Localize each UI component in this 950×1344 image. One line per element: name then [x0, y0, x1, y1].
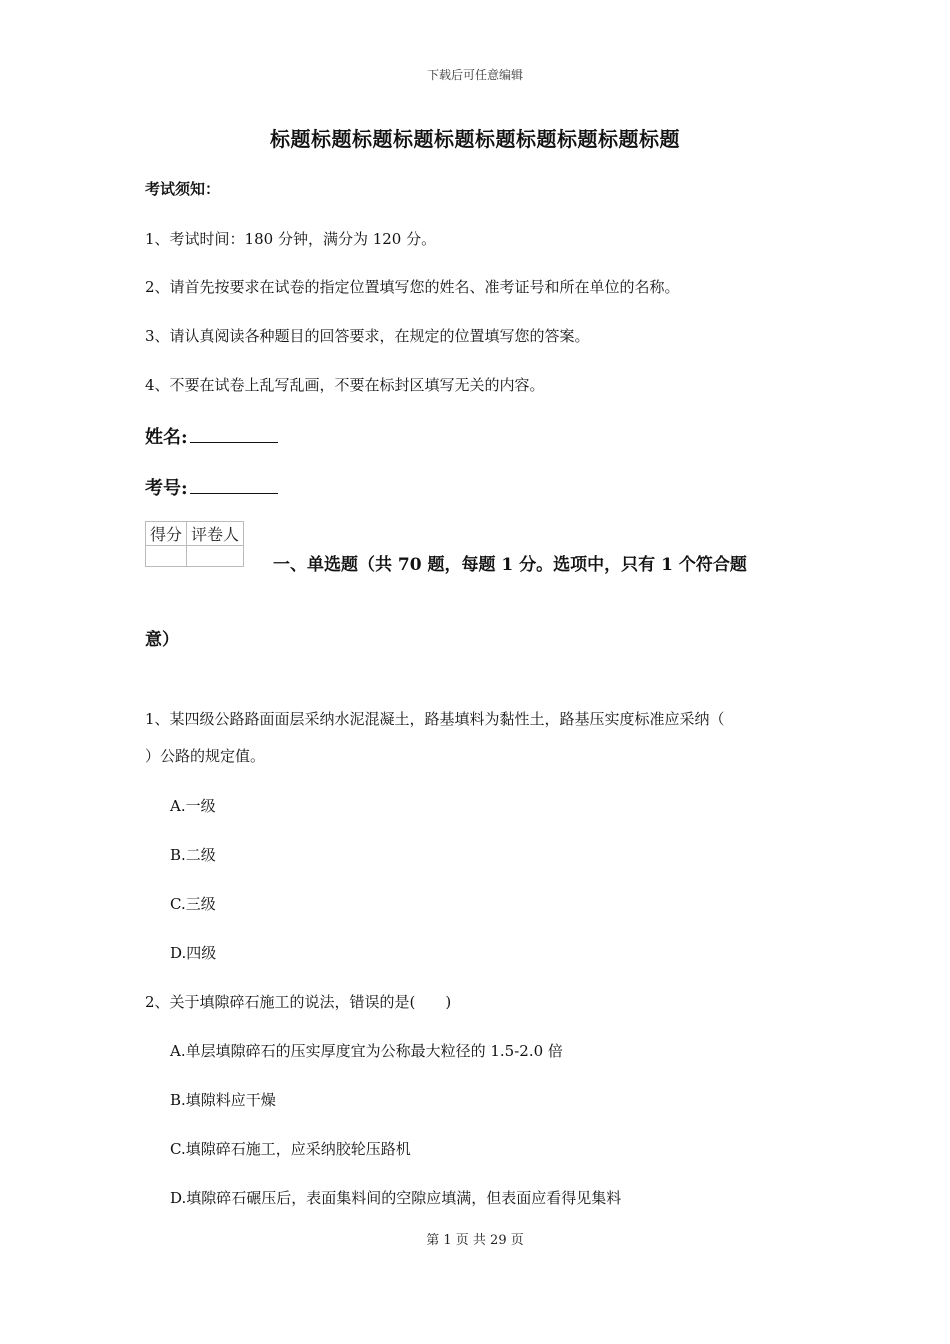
exam-id-label: 考号:: [145, 478, 188, 499]
question-2-option-d: D.填隙碎石碾压后，表面集料间的空隙应填满，但表面应看得见集料: [170, 1189, 622, 1207]
question-1-stem: 1、某四级公路路面面层采纳水泥混凝土，路基填料为黏性土，路基压实度标准应采纳（: [145, 710, 725, 728]
question-2-option-a: A.单层填隙碎石的压实厚度宜为公称最大粒径的 1.5-2.0 倍: [170, 1042, 563, 1060]
name-label: 姓名:: [145, 427, 188, 448]
question-1-option-d: D.四级: [170, 944, 217, 962]
question-2-option-b: B.填隙料应干燥: [170, 1091, 276, 1109]
question-1-option-c: C.三级: [170, 895, 216, 913]
score-cell[interactable]: [146, 546, 187, 567]
section-title: 一、单选题（共 70 题，每题 1 分。选项中，只有 1 个符合题: [273, 555, 747, 575]
grader-cell[interactable]: [187, 546, 244, 567]
name-underline[interactable]: [190, 428, 278, 443]
grader-header: 评卷人: [187, 522, 244, 546]
page-title: 标题标题标题标题标题标题标题标题标题标题: [270, 127, 680, 151]
question-1-option-a: A.一级: [170, 797, 216, 815]
notice-rule-3: 3、请认真阅读各种题目的回答要求，在规定的位置填写您的答案。: [145, 327, 590, 345]
notice-rule-1: 1、考试时间：180 分钟，满分为 120 分。: [145, 230, 437, 248]
score-table: [145, 521, 244, 567]
page-footer: 第 1 页 共 29 页: [426, 1233, 524, 1248]
header-note: 下载后可任意编辑: [426, 68, 523, 82]
notice-rule-4: 4、不要在试卷上乱写乱画，不要在标封区填写无关的内容。: [145, 376, 545, 394]
score-header: 得分: [146, 522, 187, 546]
question-2-stem: 2、关于填隙碎石施工的说法，错误的是( ): [145, 993, 452, 1011]
name-field[interactable]: [145, 423, 278, 449]
question-2-option-c: C.填隙碎石施工，应采纳胶轮压路机: [170, 1140, 411, 1158]
notice-rule-2: 2、请首先按要求在试卷的指定位置填写您的姓名、准考证号和所在单位的名称。: [145, 278, 680, 296]
question-1-option-b: B.二级: [170, 846, 216, 864]
section-title-continued: 意）: [145, 630, 179, 650]
exam-id-underline[interactable]: [190, 479, 278, 494]
exam-id-field[interactable]: [145, 474, 278, 500]
notice-heading: 考试须知：: [145, 180, 221, 198]
question-1-stem-continued: ）公路的规定值。: [145, 747, 266, 765]
